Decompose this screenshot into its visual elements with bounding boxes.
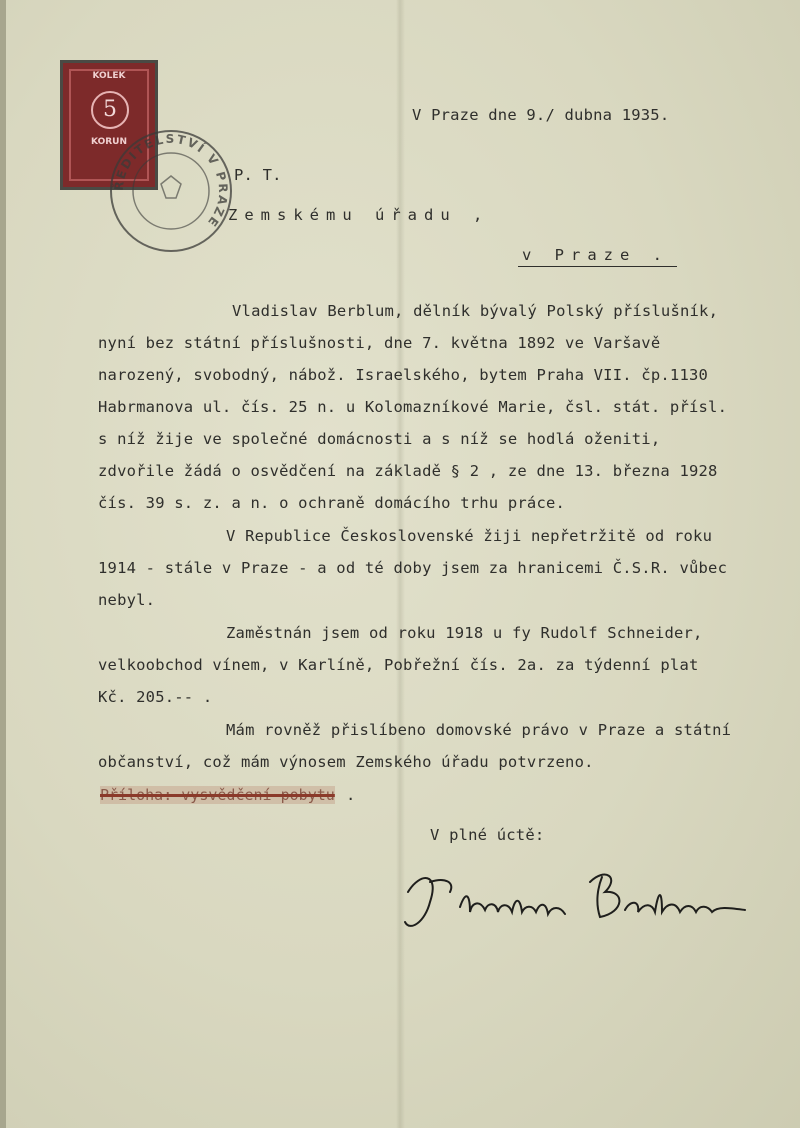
postmark-seal xyxy=(106,126,236,256)
stamp-bottom-text: KORUN xyxy=(91,137,127,147)
postmark-text: ŘEDITELSTVÍ V PRAZE xyxy=(111,131,231,231)
struck-attachment-line: Příloha: vysvědčení pobytu xyxy=(100,786,335,804)
body-line: narozený, svobodný, nábož. Israelského, bytem Praha VII. čp.1130 xyxy=(98,366,709,384)
body-line: s níž žije ve společné domácnosti a s níž se hodlá oženiti, xyxy=(98,430,661,448)
date-line: V Praze dne 9./ dubna 1935. xyxy=(412,106,670,124)
body-line: V Republice Československé žiji nepřetržitě od roku xyxy=(226,527,713,545)
body-line: občanství, což mám výnosem Zemského úřadu potvrzeno. xyxy=(98,753,594,771)
place-line: v Praze . xyxy=(518,246,677,267)
body-line: velkoobchod vínem, v Karlíně, Pobřežní čís. 2a. za týdenní plat xyxy=(98,656,699,674)
body-line: 1914 - stále v Praze - a od té doby jsem za hranicemi Č.S.R. vůbec xyxy=(98,559,728,577)
paper-edge xyxy=(0,0,6,1128)
closing: V plné úctě: xyxy=(430,826,545,844)
addressee: Zemskému úřadu , xyxy=(228,206,490,224)
body-line: Vladislav Berblum, dělník bývalý Polský příslušník, xyxy=(232,302,719,320)
body-line: zdvořile žádá o osvědčení na základě § 2 , ze dne 13. března 1928 xyxy=(98,462,718,480)
body-line: Mám rovněž přislíbeno domovské právo v Praze a státní xyxy=(226,721,732,739)
body-line: nebyl. xyxy=(98,591,156,609)
struck-line-period: . xyxy=(346,786,356,804)
stamp-value: 5 xyxy=(91,91,129,129)
stamp-top-text: KOLEK xyxy=(92,71,126,81)
body-line: Kč. 205.-- . xyxy=(98,688,213,706)
body-line: Zaměstnán jsem od roku 1918 u fy Rudolf Schneider, xyxy=(226,624,703,642)
body-line: čís. 39 s. z. a n. o ochraně domácího trhu práce. xyxy=(98,494,566,512)
salutation: P. T. xyxy=(234,166,282,184)
handwritten-signature xyxy=(400,862,760,942)
body-line: Habrmanova ul. čís. 25 n. u Kolomazníkové Marie, čsl. stát. přísl. xyxy=(98,398,728,416)
body-line: nyní bez státní příslušnosti, dne 7. května 1892 ve Varšavě xyxy=(98,334,661,352)
